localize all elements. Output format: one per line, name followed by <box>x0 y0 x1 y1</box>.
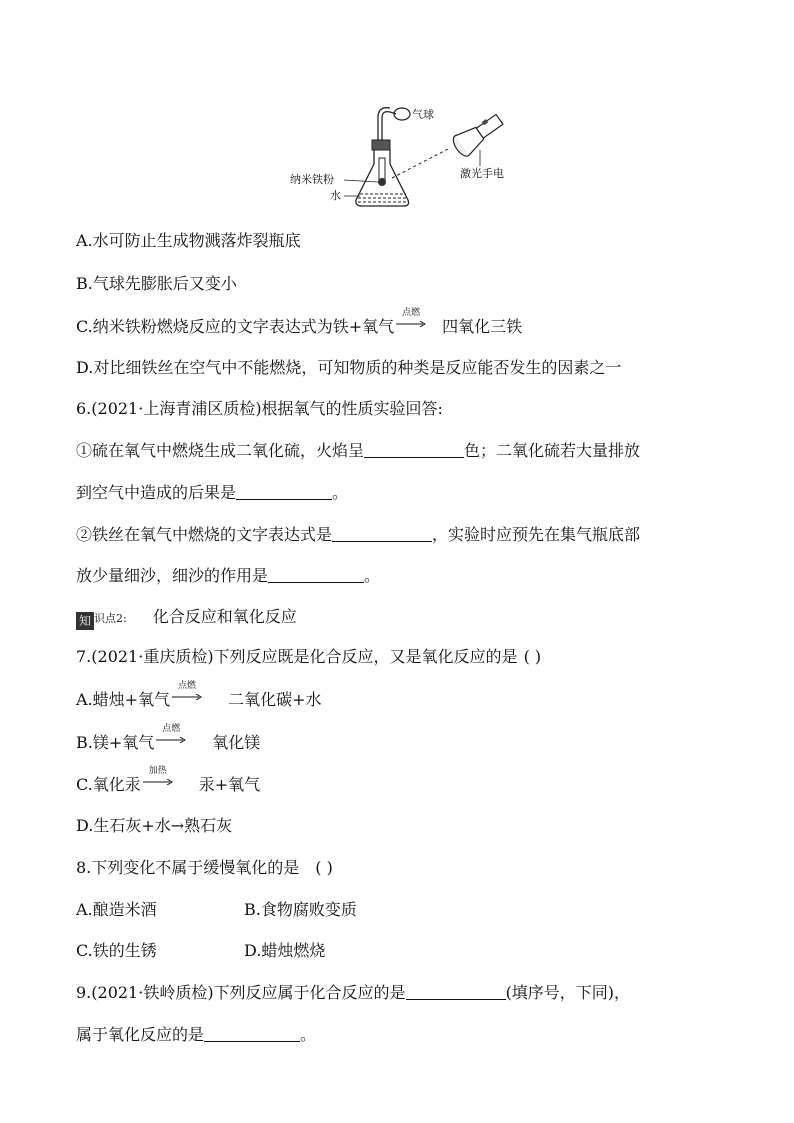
q6-part1-line1: ①硫在氧气中燃烧生成二氧化硫，火焰呈 色；二氧化硫若大量排放 <box>76 441 641 460</box>
q6-part2-line1: ②铁丝在氧气中燃烧的文字表达式是 ，实验时应预先在集气瓶底部 <box>76 525 641 544</box>
q7-option-a: A.蜡烛+氧气 点燃 二氧化碳+水 <box>76 681 322 709</box>
answer-paren[interactable]: ( ) <box>315 858 333 877</box>
knowledge-point-title: 化合反应和氧化反应 <box>152 607 297 626</box>
q9-line2: 属于氧化反应的是 。 <box>76 1025 317 1044</box>
answer-blank[interactable] <box>236 483 332 500</box>
label-balloon: 气球 <box>412 108 434 121</box>
q6-stem: 6.(2021·上海青浦区质检)根据氧气的性质实验回答: <box>76 399 443 418</box>
reaction-arrow: 点燃 <box>172 689 202 705</box>
q9-line1: 9.(2021·铁岭质检)下列反应属于化合反应的是 (填序号，下同)， <box>76 983 631 1002</box>
q8-option-c: C.铁的生锈 <box>76 941 157 960</box>
answer-blank[interactable] <box>332 525 432 542</box>
q8-option-d: D.蜡烛燃烧 <box>244 941 326 960</box>
q7-option-c: C.氧化汞 加热 汞+氧气 <box>76 766 261 794</box>
label-nano-iron-powder: 纳米铁粉 <box>290 173 334 186</box>
q8-option-a: A.酿造米酒 <box>76 900 157 919</box>
answer-blank[interactable] <box>204 1025 300 1042</box>
reaction-arrow: 点燃 <box>156 732 186 748</box>
knowledge-point-header: 知 识点2: 化合反应和氧化反应 <box>76 606 297 630</box>
q5-option-d: D.对比细铁丝在空气中不能燃烧，可知物质的种类是反应能否发生的因素之一 <box>76 358 622 377</box>
reaction-arrow: 点燃 <box>396 316 426 332</box>
answer-blank[interactable] <box>268 566 364 583</box>
answer-paren[interactable]: ( ) <box>523 647 542 666</box>
q7-option-b: B.镁+氧气 点燃 氧化镁 <box>76 724 261 752</box>
answer-blank[interactable] <box>364 441 464 458</box>
q8-option-b: B.食物腐败变质 <box>244 900 357 919</box>
q5-option-b: B.气球先膨胀后又变小 <box>76 274 237 293</box>
label-laser-flashlight: 激光手电 <box>460 167 504 180</box>
q5-option-c: C.纳米铁粉燃烧反应的文字表达式为铁+氧气 点燃 四氧化三铁 <box>76 308 523 336</box>
experiment-figure <box>290 100 520 210</box>
reaction-arrow: 加热 <box>143 774 173 790</box>
q8-options-row2 <box>76 940 325 962</box>
q6-part2-line2: 放少量细沙，细沙的作用是 。 <box>76 566 381 585</box>
q5-option-a: A.水可防止生成物溅落炸裂瓶底 <box>76 231 301 250</box>
label-water: 水 <box>330 189 341 202</box>
q8-stem: 8.下列变化不属于缓慢氧化的是 ( ) <box>76 858 333 877</box>
knowledge-badge-icon: 知 <box>76 612 94 630</box>
answer-blank[interactable] <box>406 983 506 1000</box>
q6-part1-line2: 到空气中造成的后果是 。 <box>76 483 349 502</box>
q7-option-d: D.生石灰+水→熟石灰 <box>76 816 233 835</box>
q8-options-row1 <box>76 899 357 921</box>
q7-stem: 7.(2021·重庆质检)下列反应既是化合反应，又是氧化反应的是 ( ) <box>76 647 542 666</box>
